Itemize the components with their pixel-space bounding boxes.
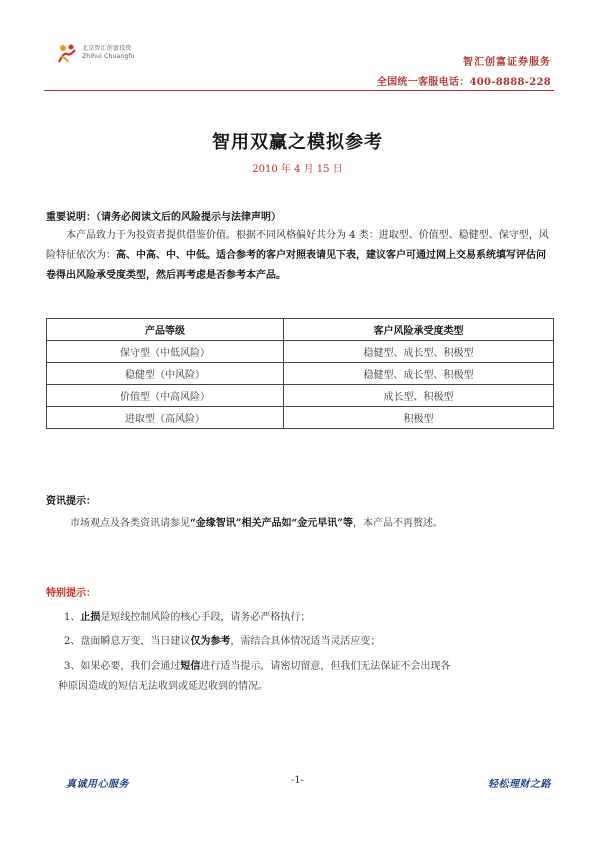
item-text: 2、盘面瞬息万变，当日建议 [64, 636, 191, 647]
logo-icon [56, 42, 78, 64]
table-cell: 稳健型、成长型、积极型 [284, 341, 554, 363]
notice-paragraph [46, 226, 552, 286]
item-text: 进行适当提示，请密切留意，但我们无法保证不会出现各 [200, 661, 451, 672]
special-heading: 特别提示： [46, 588, 96, 599]
item-text-bold: 仅为参考 [190, 636, 231, 647]
hotline: 全国统一客服电话：400-8888-228 [376, 77, 551, 88]
table-cell: 价值型（中高风险） [47, 385, 284, 407]
table-cell: 成长型、积极型 [284, 385, 554, 407]
table-cell: 积极型 [284, 407, 554, 429]
logo-text-line2: Zhihui Chuangfu [82, 53, 135, 60]
page-title: 智用双赢之模拟参考 [212, 132, 383, 153]
risk-table [46, 318, 554, 429]
footer-slogan-right: 轻松理财之路 [488, 779, 551, 790]
logo-text-line1: 北京智汇创富投资 [82, 45, 132, 52]
info-heading: 资讯提示： [46, 496, 96, 507]
item-text-bold: 止损 [80, 612, 101, 623]
table-cell: 进取型（高风险） [47, 407, 284, 429]
item-text: 1、 [64, 612, 81, 623]
table-row [47, 341, 554, 363]
table-row [47, 363, 554, 385]
info-text [70, 514, 443, 529]
footer-slogan-left: 真诚用心服务 [66, 779, 129, 790]
special-item-1 [64, 608, 310, 623]
logo-text [82, 45, 135, 61]
special-item-3-continued: 种原因造成的短信无法收到或延迟收到的情况。 [58, 681, 268, 692]
table-header-row [47, 319, 554, 341]
info-text-a: 市场观点及各类资讯请参见 [70, 518, 190, 529]
notice-text-bold: 高、中高、中、中低。适合参考的客户对照表请见下表，建议客户可通过网上交易系统填写评估问卷得出风险承受度类型，然后再考虑是否参考本产品。 [46, 250, 546, 281]
item-text: 3、如果必要，我们会通过 [64, 661, 181, 672]
table-cell: 保守型（中低风险） [47, 341, 284, 363]
info-text-bold: “金缘智讯”相关产品如“金元早讯”等 [190, 518, 354, 529]
company-logo [56, 40, 176, 66]
special-item-3 [64, 657, 450, 672]
info-text-c: ，本产品不再赘述。 [353, 518, 444, 529]
item-text: ，需结合具体情况适当灵活应变； [230, 636, 381, 647]
header-divider [44, 90, 554, 91]
column-header-risk: 客户风险承受度类型 [284, 319, 554, 341]
column-header-product: 产品等级 [47, 319, 284, 341]
page-number: -1- [290, 775, 305, 786]
special-item-2 [64, 632, 380, 647]
brand-name: 智汇创富证券服务 [463, 57, 551, 68]
table-row [47, 385, 554, 407]
notice-heading: 重要说明：（请务必阅读文后的风险提示与法律声明） [46, 212, 281, 223]
item-text-bold: 短信 [180, 661, 201, 672]
table-row [47, 407, 554, 429]
notice-text: 本产品致力于为投资者提供借鉴价值。根据不同风格偏好共分为 4 类：进取型、价值型、稳健型、保守型，风险特征依次为： [46, 230, 549, 261]
item-text: 是短线控制风险的核心手段，请务必严格执行； [100, 612, 311, 623]
table-cell: 稳健型（中风险） [47, 363, 284, 385]
table-cell: 稳健型、成长型、积极型 [284, 363, 554, 385]
report-date: 2010 年 4 月 15 日 [252, 164, 343, 175]
